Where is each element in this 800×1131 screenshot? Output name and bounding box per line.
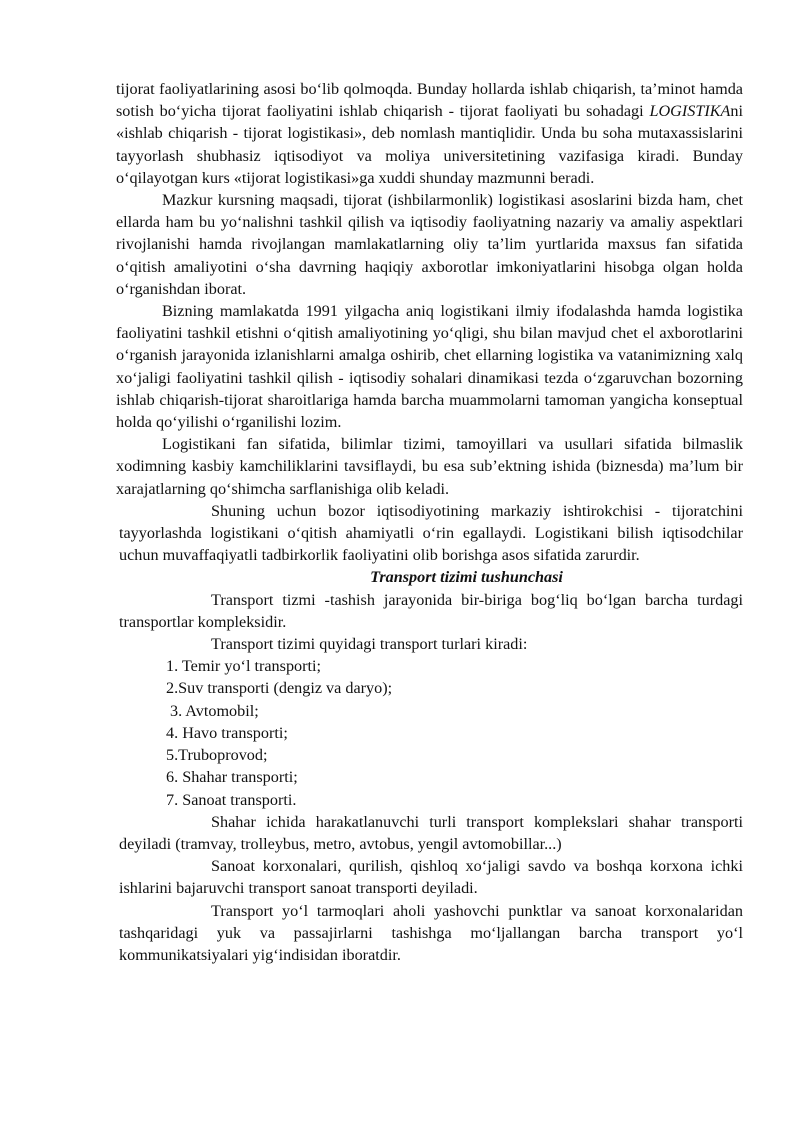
paragraph-intro-pre: tijorat faoliyatlarining asosi bo‘lib qolmoqda. Bunday hollarda ishlab chiqarish, ta’minot hamda sotish bo‘yicha tijorat faoliyatini ishlab chiqarish - tijorat faoliyati bu sohadagi	[116, 80, 743, 121]
transport-types-list	[0, 655, 800, 810]
paragraph-course-goal: Mazkur kursning maqsadi, tijorat (ishbilarmonlik) logistikasi asoslarini bizda ham, chet ellarda ham bu yo‘nalishni tashkil qilish va iqtisodiy faoliyatning nazariy va amaliy aspektlari rivojlanishi hamda rivojlangan mamlakatlarning oliy ta’lim yurtlarida maxsus fan sifatida o‘qitish amaliyotini o‘sha davrning haqiqiy axborotlar imkoniyatlarini hisobga olgan holda o‘rganishdan iborat.	[116, 191, 743, 298]
paragraph-industrial-transport: Sanoat korxonalari, qurilish, qishloq xo‘jaligi savdo va boshqa korxona ichki ishlarini bajaruvchi transport sanoat transporti deyiladi.	[119, 857, 743, 898]
paragraph-market-participant: Shuning uchun bozor iqtisodiyotining markaziy ishtirokchisi - tijoratchini tayyorlashda logistikani o‘qitish ahamiyatli o‘rin egallaydi. Logistikani bilish iqtisodchilar uchun muvaffaqiyatli tadbirkorlik faoliyatini olib borishga asos sifatida zarurdir.	[119, 501, 743, 565]
paragraph-country-history: Bizning mamlakatda 1991 yilgacha aniq logistikani ilmiy ifodalashda hamda logistika faoliyatini tashkil etishni o‘qitish amaliyotining yo‘qligi, shu bilan mavjud chet el axborotlarini o‘rganish jarayonida izlanishlarni amalga oshirib, chet ellarning logistika va vatanimizning xalq xo‘jaligi faoliyatini tashkil qilish - iqtisodiy sohalari dinamikasi tezda o‘zgaruvchan bozorning ishlab chiqarish-tijorat sharoitlariga hamda barcha muammolarni tamoman yangicha konseptual holda qo‘yilishi o‘rganilishi lozim.	[116, 302, 743, 432]
paragraph-transport-definition: Transport tizmi -tashish jarayonida bir-biriga bog‘liq bo‘lgan barcha turdagi transportlar kompleksidir.	[119, 590, 743, 631]
paragraph-intro-post: ni «ishlab chiqarish - tijorat logistikasi», deb nomlash mantiqlidir. Unda bu soha mutaxassislarini tayyorlash shubhasiz iqtisodiyot va moliya universitetining vazifasiga kiradi. Bunday o‘qilayotgan kurs «tijorat logistikasi»ga xuddi shunday mazmunni beradi.	[116, 102, 743, 187]
paragraph-transport-types-intro: Transport tizimi quyidagi transport turlari kiradi:	[211, 635, 528, 654]
list-item: 3. Avtomobil;	[170, 701, 259, 720]
list-item: 2.Suv transporti (dengiz va daryo);	[166, 679, 393, 698]
logistika-emphasis: LOGISTIKA	[649, 102, 731, 121]
paragraph-logistics-knowledge: Logistikani fan sifatida, bilimlar tizimi, tamoyillari va usullari sifatida bilmaslik xodimning kasbiy kamchiliklarini tavsiflaydi, bu esa sub’ektning ishida (biznesda) ma’lum bir xarajatlarning qo‘shimcha sarflanishiga olib keladi.	[116, 435, 743, 498]
document-page	[0, 78, 800, 966]
list-item: 6. Shahar transporti;	[166, 768, 298, 787]
list-item: 5.Truboprovod;	[166, 746, 268, 765]
paragraph-transport-network: Transport yo‘l tarmoqlari aholi yashovchi punktlar va sanoat korxonalaridan tashqaridagi yuk va passajirlarni tashishga mo‘ljallangan barcha transport yo‘l kommunikatsiyalari yig‘indisidan iboratdir.	[119, 901, 743, 964]
list-item: 7. Sanoat transporti.	[166, 790, 297, 809]
section-heading: Transport tizimi tushunchasi	[370, 568, 563, 587]
paragraph-intro	[0, 78, 800, 189]
list-item: 4. Havo transporti;	[166, 723, 288, 742]
list-item: 1. Temir yo‘l transporti;	[166, 657, 322, 676]
paragraph-city-transport: Shahar ichida harakatlanuvchi turli transport komplekslari shahar transporti deyiladi (tramvay, trolleybus, metro, avtobus, yengil avtomobillar...)	[119, 812, 743, 853]
